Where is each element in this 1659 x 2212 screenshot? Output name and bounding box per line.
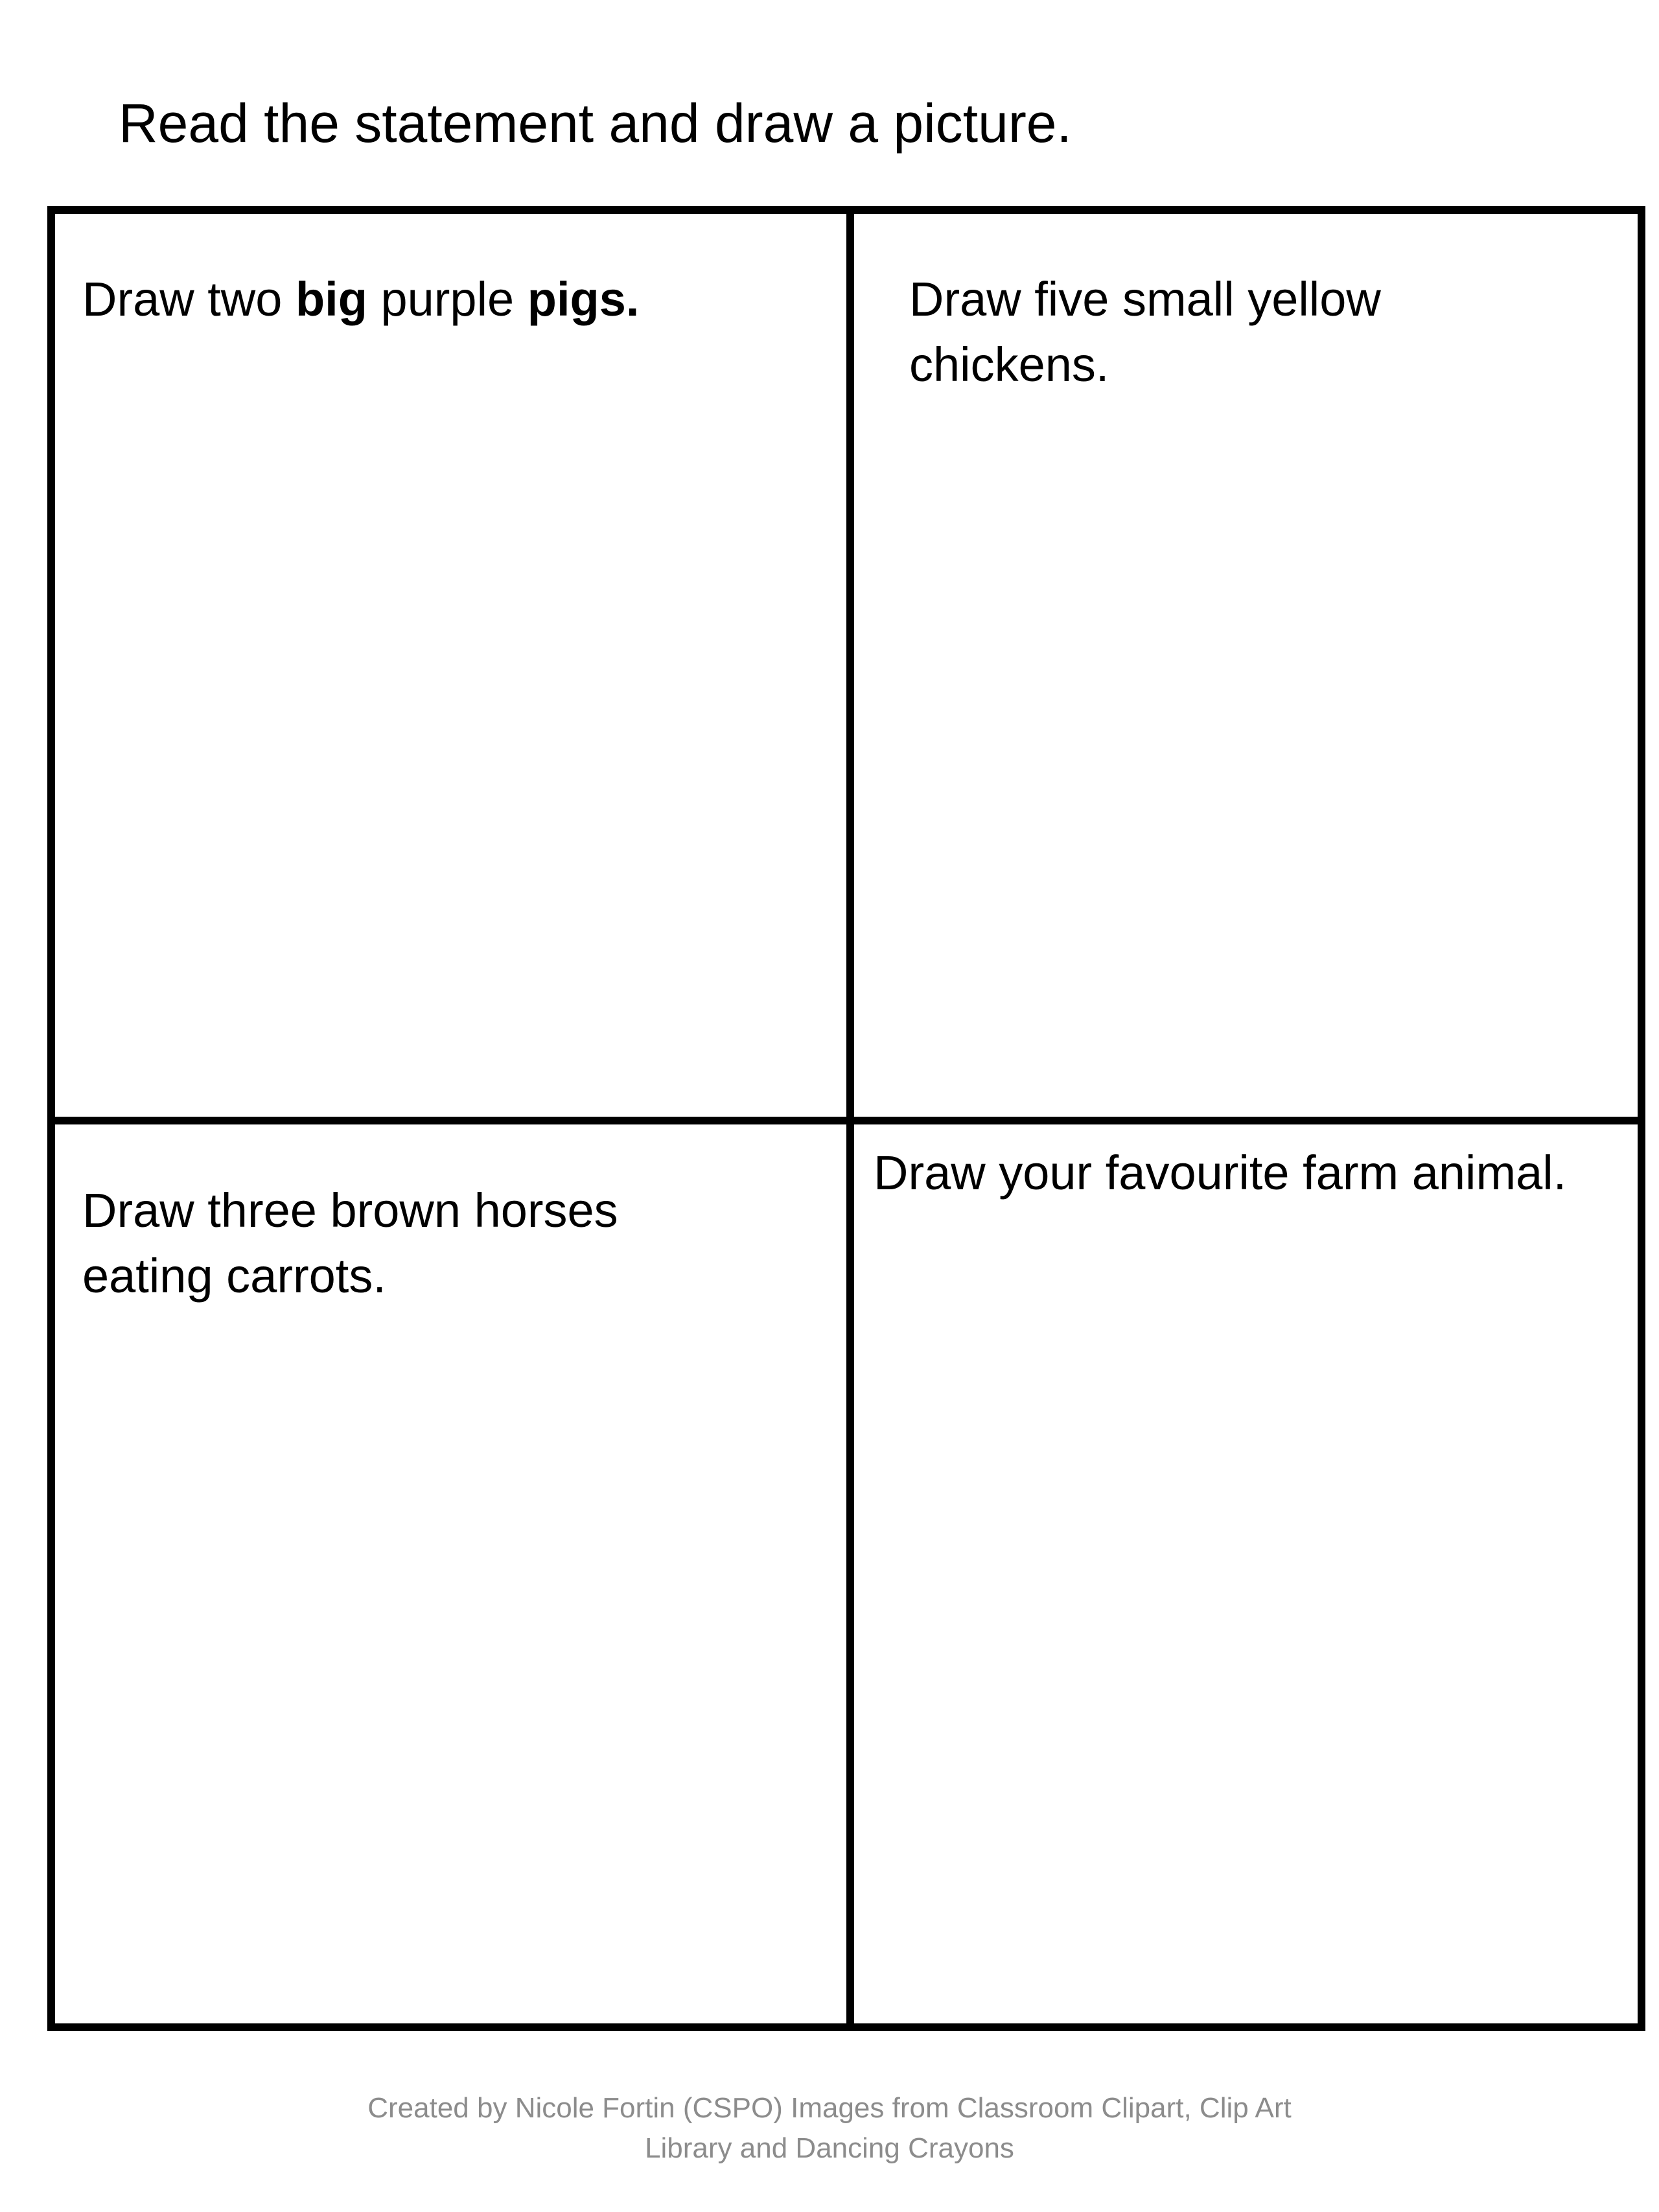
prompt-pigs-text-2: purple bbox=[367, 272, 528, 326]
credits-line-2: Library and Dancing Crayons bbox=[645, 2132, 1014, 2164]
prompt-pigs-text-1: Draw two bbox=[82, 272, 296, 326]
prompt-horses-line-1: Draw three brown horses bbox=[82, 1183, 618, 1237]
prompt-chickens-line-1: Draw five small yellow bbox=[909, 272, 1381, 326]
prompt-horses bbox=[82, 1178, 828, 1309]
prompt-favourite-animal bbox=[874, 1140, 1645, 1205]
prompt-chickens bbox=[909, 266, 1590, 397]
prompt-pigs-bold-big: big bbox=[295, 272, 367, 326]
prompt-chickens-line-2: chickens. bbox=[909, 338, 1109, 391]
prompt-favourite-line-1: Draw your favourite farm animal. bbox=[874, 1146, 1567, 1200]
worksheet-instruction: Read the statement and draw a picture. bbox=[119, 93, 1072, 154]
drawing-grid bbox=[47, 206, 1645, 2031]
credits-footer bbox=[0, 2088, 1659, 2169]
prompt-pigs bbox=[82, 266, 828, 332]
prompt-horses-line-2: eating carrots. bbox=[82, 1249, 386, 1303]
prompt-pigs-bold-pigs: pigs. bbox=[527, 272, 640, 326]
horizontal-divider bbox=[55, 1117, 1638, 1124]
credits-line-1: Created by Nicole Fortin (CSPO) Images from Classroom Clipart, Clip Art bbox=[367, 2092, 1292, 2124]
